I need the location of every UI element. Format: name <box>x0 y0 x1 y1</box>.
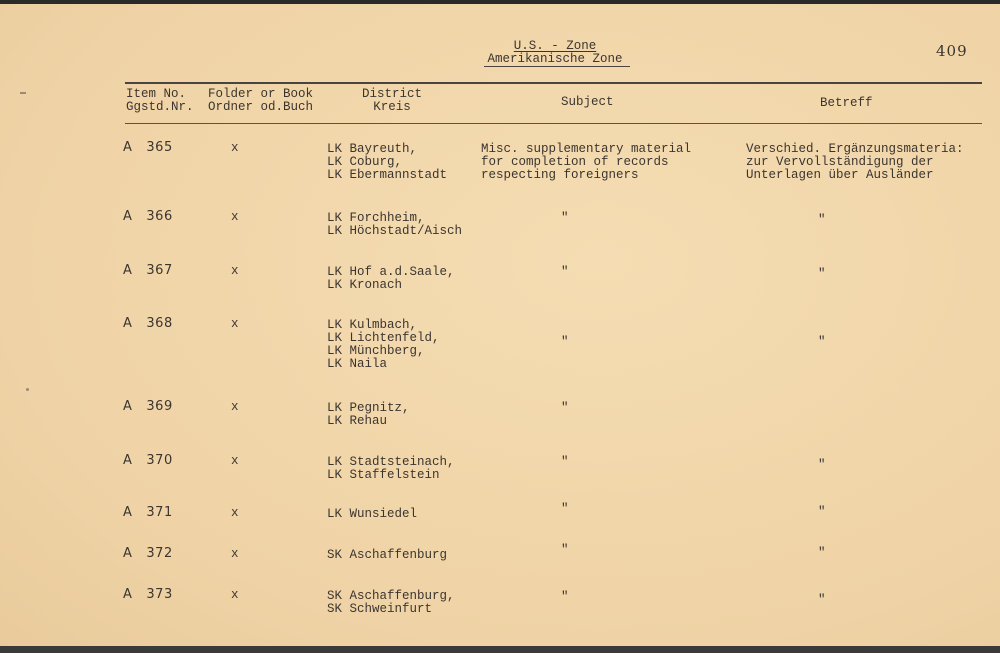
column-header-item-en: Item No. <box>126 87 187 101</box>
district-line: LK Staffelstein <box>327 468 440 482</box>
district-line: LK Rehau <box>327 414 388 428</box>
district-line: LK Hof a.d.Saale, <box>327 265 455 279</box>
district-cell <box>327 402 410 428</box>
subject-cell <box>561 591 569 604</box>
column-header-district-en: District <box>361 87 422 101</box>
folder-mark: x <box>231 400 239 414</box>
item-number <box>123 454 173 467</box>
betreff-cell <box>746 143 964 182</box>
item-number-value: 370 <box>146 453 173 468</box>
item-number <box>123 317 173 330</box>
item-prefix: A <box>123 209 133 224</box>
subject-cell <box>561 544 569 557</box>
column-header-folder-en: Folder or Book <box>208 87 314 101</box>
column-header-item-de: Ggstd.Nr. <box>126 100 194 114</box>
subject-cell <box>561 336 569 349</box>
header-rule-top <box>125 82 982 84</box>
betreff-line: " <box>818 213 826 227</box>
subject-line: " <box>561 590 569 604</box>
district-cell <box>327 212 462 238</box>
betreff-line: " <box>818 593 826 607</box>
district-line: LK Höchstadt/Aisch <box>327 224 463 238</box>
item-prefix: A <box>123 587 133 602</box>
betreff-line: Unterlagen über Ausländer <box>746 168 934 182</box>
district-cell <box>327 590 455 616</box>
folder-mark: x <box>231 506 239 520</box>
item-number <box>123 547 173 560</box>
district-cell <box>327 508 417 521</box>
folder-mark: x <box>231 547 239 561</box>
paper-mark <box>26 388 29 391</box>
subject-line: " <box>561 455 569 469</box>
district-line: LK Naila <box>327 357 388 371</box>
betreff-line: " <box>818 335 826 349</box>
folder-mark: x <box>231 317 239 331</box>
item-number-value: 373 <box>146 587 173 602</box>
subject-line: " <box>561 401 569 415</box>
betreff-line: " <box>818 546 826 560</box>
subject-cell <box>561 402 569 415</box>
paper-mark <box>20 92 26 94</box>
district-line: SK Aschaffenburg, <box>327 589 455 603</box>
district-cell <box>327 143 447 182</box>
betreff-cell <box>818 268 826 281</box>
subject-cell <box>561 212 569 225</box>
item-prefix: A <box>123 263 133 278</box>
betreff-cell <box>818 336 826 349</box>
item-number <box>123 506 173 519</box>
item-number-value: 372 <box>146 546 173 561</box>
folder-mark: x <box>231 588 239 602</box>
district-cell <box>327 549 447 562</box>
district-line: SK Aschaffenburg <box>327 548 448 562</box>
subject-line: " <box>561 543 569 557</box>
folder-mark: x <box>231 141 239 155</box>
zone-title-en: U.S. - Zone <box>513 39 597 53</box>
betreff-cell <box>818 214 826 227</box>
column-header-district-de: Kreis <box>373 100 411 114</box>
betreff-line: Verschied. Ergänzungsmateria: <box>746 142 964 156</box>
betreff-line: zur Vervollständigung der <box>746 155 934 169</box>
subject-cell <box>481 143 691 182</box>
folder-mark: x <box>231 264 239 278</box>
item-number-value: 369 <box>146 399 173 414</box>
item-number <box>123 210 173 223</box>
district-line: LK Münchberg, <box>327 344 425 358</box>
item-number-value: 371 <box>146 505 173 520</box>
subject-cell <box>561 266 569 279</box>
item-number <box>123 588 173 601</box>
scan-edge <box>0 646 1000 653</box>
item-number-value: 366 <box>146 209 173 224</box>
district-cell <box>327 319 440 371</box>
district-line: LK Wunsiedel <box>327 507 418 521</box>
page-number: 409 <box>936 42 968 60</box>
item-number <box>123 141 173 154</box>
betreff-line: " <box>818 458 826 472</box>
district-cell <box>327 456 455 482</box>
subject-cell <box>561 503 569 516</box>
district-line: LK Bayreuth, <box>327 142 418 156</box>
column-header-folder <box>208 88 313 114</box>
district-line: LK Forchheim, <box>327 211 425 225</box>
betreff-cell <box>818 506 826 519</box>
subject-line: Misc. supplementary material <box>481 142 692 156</box>
betreff-cell <box>818 547 826 560</box>
column-header-betreff: Betreff <box>820 96 873 110</box>
subject-line: " <box>561 265 569 279</box>
column-header-subject: Subject <box>561 95 614 109</box>
item-number <box>123 264 173 277</box>
subject-cell <box>561 456 569 469</box>
betreff-cell <box>818 594 826 607</box>
column-header-district <box>360 88 424 114</box>
item-number-value: 367 <box>146 263 173 278</box>
item-prefix: A <box>123 505 133 520</box>
header-rule-bottom <box>125 123 982 124</box>
district-line: LK Stadtsteinach, <box>327 455 455 469</box>
item-number-value: 368 <box>146 316 173 331</box>
column-header-item <box>126 88 194 114</box>
district-cell <box>327 266 455 292</box>
district-line: LK Coburg, <box>327 155 403 169</box>
district-line: LK Kulmbach, <box>327 318 418 332</box>
betreff-line: " <box>818 267 826 281</box>
subject-line: " <box>561 502 569 516</box>
zone-underline <box>484 66 630 67</box>
folder-mark: x <box>231 210 239 224</box>
subject-line: respecting foreigners <box>481 168 639 182</box>
item-prefix: A <box>123 140 133 155</box>
item-prefix: A <box>123 316 133 331</box>
district-line: LK Lichtenfeld, <box>327 331 440 345</box>
subject-line: " <box>561 211 569 225</box>
item-number-value: 365 <box>146 140 173 155</box>
betreff-cell <box>818 459 826 472</box>
item-prefix: A <box>123 399 133 414</box>
column-header-folder-de: Ordner od.Buch <box>208 100 314 114</box>
zone-heading <box>440 40 670 66</box>
district-line: LK Kronach <box>327 278 403 292</box>
district-line: SK Schweinfurt <box>327 602 433 616</box>
document-page <box>0 4 1000 650</box>
district-line: LK Ebermannstadt <box>327 168 448 182</box>
subject-line: " <box>561 335 569 349</box>
item-prefix: A <box>123 546 133 561</box>
subject-line: for completion of records <box>481 155 669 169</box>
district-line: LK Pegnitz, <box>327 401 410 415</box>
item-number <box>123 400 173 413</box>
betreff-line: " <box>818 505 826 519</box>
zone-title-de: Amerikanische Zone <box>487 52 623 66</box>
item-prefix: A <box>123 453 133 468</box>
folder-mark: x <box>231 454 239 468</box>
